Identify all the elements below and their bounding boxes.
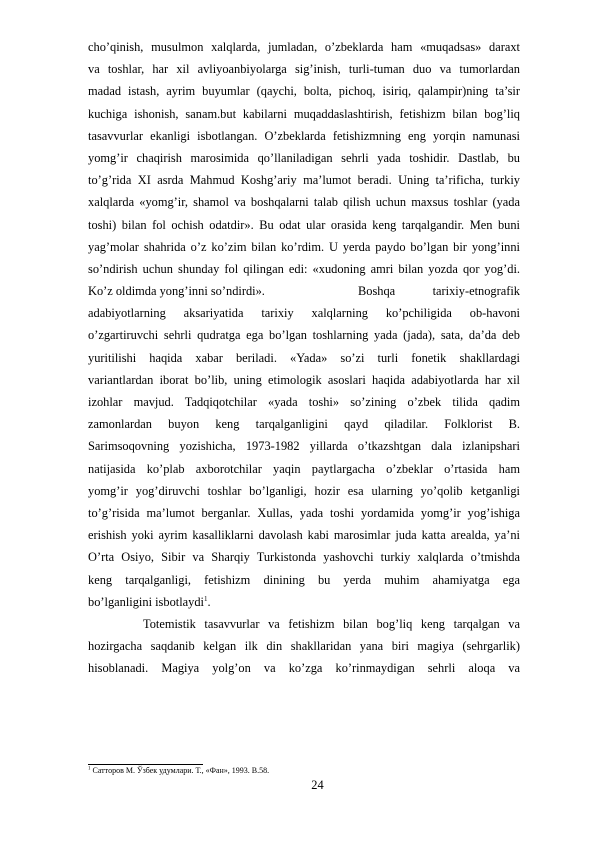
text-line: yuritilishi haqida xabar beriladi. «Yada» so’zi turli fonetik shakllardagi <box>88 350 520 365</box>
text-line: to’g’risida ma’lumot berganlar. Xullas, yada toshi yordamida yomg’ir yog’ishiga <box>88 505 520 520</box>
text-line-split <box>88 280 520 302</box>
text-line: adabiyotlarning aksariyatida tarixiy xalqlarning ko’pchiligida ob-havoni <box>88 306 520 321</box>
paragraph-end-period: . <box>207 594 211 609</box>
text-line: zamonlardan buyon keng tarqalganligini qayd qiladilar. Folklorist B. <box>88 417 520 432</box>
text-line: madad istash, ayrim buyumlar (qaychi, bolta, pichoq, isiriq, qalampir)ning ta’sir <box>88 84 520 99</box>
text-line: kuchiga ishonish, sanam.but kabilarni muqaddaslashtirish, fetishizm bilan bog’liq <box>88 106 520 121</box>
text-line: va toshlar, har xil avliyoanbiyolarga sig’inish, turli-tuman duo va tumorlardan <box>88 62 520 77</box>
text-line: natijasida ko’plab axborotchilar yaqin paytlargacha o’zbeklar o’rtasida ham <box>88 461 520 476</box>
text-line-right: Boshqa tarixiy-etnografik <box>358 284 520 299</box>
footnote-reference[interactable]: 1 <box>203 594 208 603</box>
footnote-divider <box>88 764 203 765</box>
text-line: O’rta Osiyo, Sibir va Sharqiy Turkistonda yashovchi turkiy xalqlarda o’tmishda <box>88 550 520 565</box>
text-line: keng tarqalganligi, fetishizm dinining bu yerda muhim ahamiyatga ega <box>88 572 520 587</box>
text-line: hozirgacha saqdanib kelgan ilk din shakllaridan yana biri magiya (sehrgarlik) <box>88 639 520 654</box>
text-line: yomg’ir yog’diruvchi toshlar bo’lganligi, hozir esa ularning yo’qolib ketganligi <box>88 483 520 498</box>
text-line: toshi) bilan fol ochish odatdir». Bu odat ular orasida keng tarqalgandir. Men buni <box>88 217 520 232</box>
text-line: yag’molar shahrida o’z ko’zim bilan ko’rdim. U yerda paydo bo’lgan bir yong’inni <box>88 239 520 254</box>
text-line: o’zgartiruvchi sehrli qudratga ega bo’lgan toshlarning yada (jada), sata, da’da deb <box>88 328 520 343</box>
text-line: variantlardan iborat bo’lib, uning etimologik asoslari haqida adabiyotlarda har xil <box>88 372 520 387</box>
text-line: yomg’ir chaqirish marosimida qo’llaniladigan sehrli yada toshidir. Dastlab, bu <box>88 150 520 165</box>
paragraph-end-text: bo’lganligini isbotlaydi <box>88 594 204 609</box>
text-line: tasavvurlar ekanligi isbotlangan. O’zbeklarda fetishizmning eng yorqin namunasi <box>88 128 520 143</box>
text-line: izohlar mavjud. Tadqiqotchilar «yada toshi» so’zining o’zbek tilida qadim <box>88 395 520 409</box>
body-text <box>88 36 520 679</box>
text-line-left: Ko’z oldimda yong’inni so’ndirdi». <box>88 284 265 299</box>
text-line: Sarimsoqovning yozishicha, 1973-1982 yillarda o’tkazshtgan dala izlanipshari <box>88 439 520 454</box>
text-line-indented: Totemistik tasavvurlar va fetishizm bilan bog’liq keng tarqalgan va <box>143 616 520 631</box>
text-line: cho’qinish, musulmon xalqlarda, jumladan, o’zbeklarda ham «muqadsas» daraxt <box>88 40 520 54</box>
text-line-last <box>88 591 520 613</box>
text-line: to’g’rida XI asrda Mahmud Koshg’ariy ma’lumot beradi. Uning ta’rificha, turkiy <box>88 173 520 188</box>
footnote-marker: 1 <box>88 766 91 772</box>
text-line: xalqlarda «yomg’ir, shamol va boshqalarni talab qilish uchun maxsus toshlar (yada <box>88 195 520 210</box>
text-line: erishish yoki ayrim kasalliklarni davolash kabi marosimlar juda katta arealda, ya’ni <box>88 528 520 543</box>
footnote-text: Сатторов М. Ўзбек удумлари. Т., «Фан», 1993. В.58. <box>90 766 270 775</box>
text-line: hisoblanadi. Magiya yolg’on va ko’zga ko’rinmaydigan sehrli aloqa va <box>88 661 520 676</box>
footnote <box>88 766 269 776</box>
page-number: 24 <box>311 778 324 792</box>
text-line: so’ndirish uchun shunday fol qilingan edi: «xudoning amri bilan yozda qor yog’di. <box>88 261 520 276</box>
